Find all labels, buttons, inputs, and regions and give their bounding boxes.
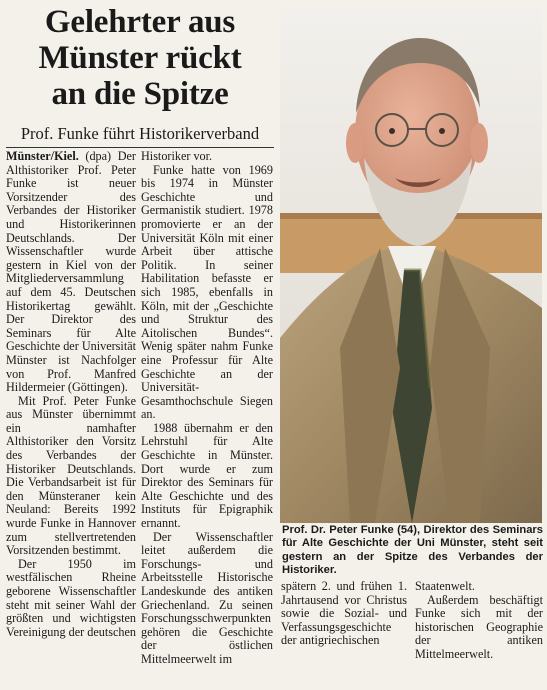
article-column-2 [141, 150, 273, 688]
headline-line-2: Münster rückt [38, 40, 242, 76]
article-column-1 [6, 150, 136, 688]
source-tag: (dpa) [78, 150, 112, 163]
paragraph: 1988 übernahm er den Lehrstuhl für Alte Geschichte in Münster. Dort wurde er zum Direktor des Seminars für Alte Geschichte und des Instituts für Epigraphik ernannt. [141, 420, 273, 531]
paragraph: Historiker vor. [141, 150, 213, 163]
subheadline: Prof. Funke führt Historikerverband [20, 124, 260, 143]
portrait-illustration [280, 8, 542, 523]
article-column-3 [281, 580, 407, 688]
paragraph: Mit Prof. Peter Funke aus Münster übernimmt ein namhafter Althistoriker den Vorsitz des Verbandes der Historiker Deutschlands. Die Verbandsarbeit ist für den Münsteraner kein Neuland: Bereits 1992 wurde Funke in Hannover zum stellvertretenden Vorsitzenden bestimmt. [6, 393, 136, 558]
paragraph: Der Wissenschaftler leitet außerdem die Forschungs- und Arbeitsstelle Historische Landeskunde des antiken Griechenland. Zu seinen Forschungsschwerpunkten gehören die Geschichte der östlichen Mittelmeerwelt im [141, 529, 273, 666]
paragraph: Funke hatte von 1969 bis 1974 in Münster Geschichte und Germanistik studiert. 1978 promovierte er an der Universität Köln mit einer Arbeit über attische Politik. In seiner Habilitation befasste er sich 1985, ebenfalls in Köln, mit der „Geschichte und Struktur des Aitolischen Bundes“. Wenig später nahm Funke eine Professur für Alte Geschichte an der Universität-Gesamthochschule Siegen an. [141, 162, 273, 422]
portrait-photo [280, 8, 542, 523]
headline-line-3: an die Spitze [51, 76, 229, 112]
headline [6, 4, 274, 112]
headline-line-1: Gelehrter aus [44, 4, 236, 40]
paragraph: Der Althistoriker Prof. Peter Funke ist neuer Vorsitzender des Verbandes der Historiker und Historikerinnen Deutschlands. Der Wissenschaftler wurde gestern in Kiel von der Mitgliederversammlung auf dem 45. Deutschen Historikertag gewählt. Der Direktor des Seminars für Alte Geschichte der Universität Münster ist Nachfolger von Prof. Manfred Hildermeier (Göttingen). [6, 150, 136, 395]
dateline: Münster/Kiel. [6, 150, 79, 163]
article-column-4 [415, 580, 543, 688]
divider [6, 147, 274, 148]
paragraph: Außerdem beschäftigt Funke sich mit der historischen Geographie der antiken Mittelmeerwelt. [415, 592, 543, 661]
paragraph: Staatenwelt. [415, 580, 475, 593]
paragraph: Der 1950 im westfälischen Rheine geborene Wissenschaftler steht mit seiner Wahl der größten und wichtigsten Vereinigung der deutschen [6, 556, 136, 639]
paragraph: spätern 2. und frühen 1. Jahrtausend vor Christus sowie die Sozial- und Verfassungsgeschichte der antigriechischen [281, 580, 407, 648]
photo-caption: Prof. Dr. Peter Funke (54), Direktor des Seminars für Alte Geschichte der Uni Münster, steht seit gestern an der Spitze des Verbandes der Historiker. [282, 524, 543, 577]
